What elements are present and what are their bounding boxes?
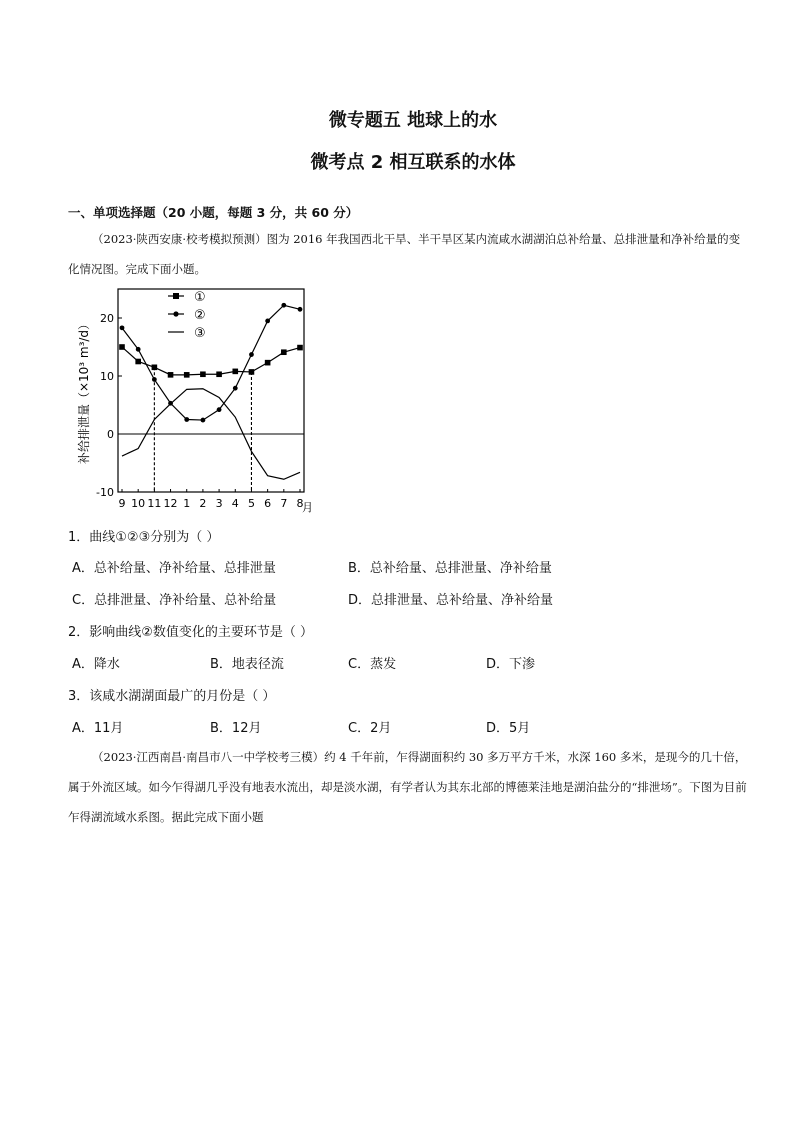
x-tick-label: 12 — [163, 497, 178, 510]
legend-label-2: ② — [194, 308, 206, 323]
x-tick-label: 3 — [215, 497, 223, 510]
x-tick-label: 4 — [231, 497, 239, 510]
question-1-option-a[interactable]: A．总补给量、净补给量、总排泄量 — [72, 561, 276, 576]
data-point-series-1 — [184, 372, 190, 378]
data-point-series-2 — [298, 307, 303, 312]
question-3-option-c[interactable]: C．2月 — [348, 721, 392, 736]
x-tick-label: 7 — [280, 497, 288, 510]
question-1-option-d[interactable]: D．总排泄量、总补给量、净补给量 — [348, 593, 554, 608]
question-1-option-b[interactable]: B．总补给量、总排泄量、净补给量 — [348, 561, 552, 576]
data-point-series-1 — [265, 360, 271, 366]
x-tick-label: 5 — [247, 497, 255, 510]
data-point-series-2 — [152, 377, 157, 382]
y-tick-label: 10 — [100, 370, 114, 383]
question-3-stem: 3．该咸水湖湖面最广的月份是（ ） — [68, 689, 276, 704]
legend-square-marker — [173, 293, 179, 299]
data-point-series-2 — [184, 417, 189, 422]
data-point-series-1 — [119, 344, 125, 350]
legend-label-1: ① — [194, 290, 206, 305]
line-chart — [72, 283, 322, 515]
question-3-option-a[interactable]: A．11月 — [72, 721, 124, 736]
x-tick-label: 6 — [264, 497, 272, 510]
data-point-series-1 — [297, 345, 303, 351]
question-1-stem: 1．曲线①②③分别为（ ） — [68, 530, 220, 545]
question-2-option-c[interactable]: C．蒸发 — [348, 657, 397, 672]
x-tick-label: 11 — [147, 497, 162, 510]
section-heading: 一、单项选择题（20 小题，每题 3 分，共 60 分） — [68, 205, 359, 220]
series-line-1 — [122, 347, 300, 375]
plot-frame — [118, 289, 304, 492]
data-point-series-1 — [232, 369, 238, 375]
x-axis-unit: 月 — [302, 501, 313, 514]
x-tick-label: 2 — [199, 497, 207, 510]
question-intro-paragraph: （2023·陕西安康·校考模拟预测）图为 2016 年我国西北干旱、半干旱区某内流咸水湖湖泊总补给量、总排泄量和净补给量的变化情况图。完成下面小题。 — [68, 232, 741, 276]
legend-dot-marker — [173, 311, 178, 316]
data-point-series-1 — [249, 369, 255, 375]
data-point-series-2 — [201, 418, 206, 423]
legend — [168, 290, 206, 341]
x-tick-label: 9 — [118, 497, 126, 510]
x-tick-label: 10 — [131, 497, 146, 510]
data-point-series-1 — [135, 359, 141, 365]
data-point-series-2 — [281, 303, 286, 308]
question-2-option-b[interactable]: B．地表径流 — [210, 657, 284, 672]
data-point-series-2 — [233, 386, 238, 391]
question-intro-paragraph-2: （2023·江西南昌·南昌市八一中学校考三模）约 4 千年前，乍得湖面积约 30 多万平方千米，水深 160 多米，是现今的几十倍，属于外流区域。如今乍得湖几乎没有地表水流出，却是淡水湖，有学者认为其东北部的博德莱洼地是湖泊盐分的“排泄场”。下图为目前乍得湖流域水系图。据此完成下面小题 — [68, 750, 747, 824]
data-point-series-2 — [249, 352, 254, 357]
data-point-series-2 — [136, 347, 141, 352]
question-2-stem: 2．影响曲线②数值变化的主要环节是（ ） — [68, 625, 314, 640]
data-point-series-2 — [265, 319, 270, 324]
y-axis-label: 补给排泄量（×10³ m³/d） — [77, 317, 91, 465]
legend-label-3: ③ — [194, 326, 206, 341]
x-tick-label: 8 — [296, 497, 304, 510]
series-line-2 — [122, 305, 300, 420]
page-title: 微专题五 地球上的水 — [328, 110, 498, 131]
question-2-option-d[interactable]: D．下渗 — [486, 657, 536, 672]
question-2-option-a[interactable]: A．降水 — [72, 657, 120, 672]
data-point-series-2 — [120, 325, 125, 330]
data-point-series-2 — [217, 407, 222, 412]
y-tick-label: 0 — [107, 428, 114, 441]
data-point-series-1 — [216, 371, 222, 377]
question-3-option-b[interactable]: B．12月 — [210, 721, 262, 736]
y-tick-label: -10 — [96, 486, 114, 499]
question-3-option-d[interactable]: D．5月 — [486, 721, 531, 736]
y-tick-label: 20 — [100, 312, 114, 325]
data-point-series-1 — [168, 372, 174, 378]
data-point-series-1 — [152, 365, 158, 371]
data-point-series-1 — [200, 371, 206, 377]
page-subtitle: 微考点 2 相互联系的水体 — [310, 152, 516, 173]
question-1-option-c[interactable]: C．总排泄量、净补给量、总补给量 — [72, 593, 277, 608]
x-tick-label: 1 — [183, 497, 191, 510]
data-point-series-1 — [281, 349, 287, 355]
